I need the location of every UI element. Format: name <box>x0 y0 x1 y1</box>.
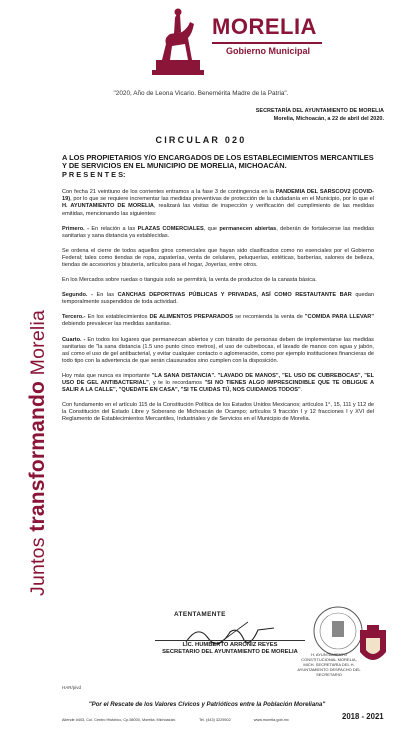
issuer-block <box>256 108 384 123</box>
addressee-text: A LOS PROPIETARIOS Y/O ENCARGADOS DE LOS ESTABLECIMIENTOS MERCANTILES Y DE SERVICIOS EN EL MUNICIPIO DE MORELIA, MICHOACÁN. <box>62 153 374 171</box>
signatory-block <box>150 640 310 657</box>
document-body <box>62 154 374 431</box>
text-run: En las <box>96 292 118 299</box>
footer-website: www.morelia.gob.mx <box>253 718 289 722</box>
text-run: En todos los lugares que permanezcan abiertos y con tránsito de personas deben de implementarse las medidas sanitarias de "la sana distancia (1.5 uno punto cinco metros), el uso de cubrebocas, el lavado de manos con agua y jabón, así como el uso de gel antibacterial, y evitar cualquier contacto o aglomeración, como por ejemplo instituciones financieras de todo tipo con la advertencia de que serán clausurados sino cumplen con la disposición. <box>62 336 374 364</box>
footer-address: Allende #403, Col. Centro Histórico, Cp.58000, Morelia, Michoacán. <box>62 718 176 722</box>
text-run-bold: "COMIDA PARA LLEVAR" <box>304 314 374 321</box>
text-run: . <box>300 387 303 394</box>
document-title: CIRCULAR 020 <box>155 135 247 145</box>
brand-name: MORELIA <box>212 14 317 39</box>
footer-phone: Tel. (443) 3229502 <box>199 718 231 722</box>
paragraph-second <box>62 292 374 306</box>
paragraph-intro <box>62 189 374 217</box>
text-run: , y te lo recordamos <box>148 380 205 386</box>
paragraph-fourth <box>62 337 374 365</box>
signatory-role: SECRETARIO DEL AYUNTAMIENTO DE MORELIA <box>162 649 298 656</box>
slogan-part: Juntos <box>27 531 49 596</box>
municipal-seal <box>358 624 388 668</box>
footer-quote: "Por el Rescate de los Valores Cívicos y Patrióticos entre la Población Moreliana" <box>88 701 326 708</box>
equestrian-statue-logo <box>148 4 208 76</box>
text-run-bold: CANCHAS DEPORTIVAS PÚBLICAS Y PRIVADAS, ASÍ COMO RESTAUTANTE BAR <box>117 292 352 299</box>
text-run-bold: PLAZAS COMERCIALES <box>137 225 204 232</box>
brand-block <box>212 14 322 56</box>
addressee-greeting: P R E S E N T E S: <box>62 169 126 179</box>
text-run-bold: DE ALIMENTOS PREPARADOS <box>149 314 234 321</box>
signatory-name: LIC. HUMBERTO ARRONIZ REYES <box>182 642 278 648</box>
sidebar-slogan <box>0 0 52 730</box>
text-run-bold: Tercero.- <box>62 314 88 321</box>
closing-attentive: ATENTAMENTE <box>174 611 226 618</box>
paragraph-closures: Se ordena el cierre de todos aquellos giros comerciales que hayan sido clasificados como no esenciales por el Gobierno Federal; tales como tiendas de ropa, zapaterías, venta de celulares, peluquerías, estéticas, barberías, salones de belleza, tiendas de accesorios y bisutería, artículos para el hogar, Joyerías, entre otros. <box>62 247 374 268</box>
text-run: , que <box>203 225 220 232</box>
text-run-bold: "LA SANA DISTANCIA". "LAVADO DE MANOS", "EL USO DE CUBREBOCAS", "EL USO DE GEL ANTIBACTERIAL" <box>62 372 374 386</box>
text-run-bold: Segundo. - <box>62 292 97 299</box>
text-run: se recomienda la venta de <box>233 314 305 321</box>
brand-subtitle: Gobierno Municipal <box>226 46 311 56</box>
text-run-bold: permanecen abiertas <box>219 225 277 232</box>
text-run: , por lo que se requiere incrementar las medidas preventivas de protección de la ciudadanía en el Municipio, por lo que el <box>70 196 374 203</box>
text-run-bold: PANDEMIA DEL SARSCOV2 (COVID-19) <box>62 189 374 203</box>
signature-line <box>155 640 305 641</box>
text-run: , realizará las visitas de inspección y verificación del cumplimiento de las medidas emitidas, mencionando las siguientes: <box>62 203 374 217</box>
paragraph-third <box>62 314 374 328</box>
text-run: En relación a las <box>91 225 138 232</box>
text-run-bold: Cuarto. - <box>62 336 88 343</box>
text-run-bold: Primero. - <box>62 225 92 232</box>
author-initials: HAR/pivd <box>62 685 82 690</box>
slogan-text <box>26 310 50 596</box>
brand-divider <box>212 42 322 44</box>
footer-contact <box>62 718 289 722</box>
stamp-caption: H. AYUNTAMIENTO CONSTITUCIONAL MORELIA, MICH. SECRETARÍA DEL H. AYUNTAMIENTO DESPACHO DEL SECRETARIO <box>297 652 361 677</box>
text-run-bold: "SI NO TIENES ALGO IMPRESCINDIBLE QUE TE OBLIGUE A SALIR A LA CALLE", "QUEDATE EN CASA", "SI TE CUIDAS TÚ, NOS CUIDAMOS TODOS" <box>62 380 374 394</box>
official-stamp <box>312 605 364 657</box>
paragraph-legal-basis: Con fundamento en el artículo 115 de la Constitución Política de los Estados Unidos Mexicanos; artículos 1°, 15, 111 y 112 de la Constitución del Estado Libre y Soberano de Michoacán de Ocampo; artículos 9 fracción I y 12 fracciones I y XVI del Reglamento de Establecimientos Mercantiles, Industriales y de Servicios en el Municipio de Morelia. <box>62 402 374 423</box>
issuer-name: SECRETARÍA DEL AYUNTAMIENTO DE MORELIA <box>255 108 384 114</box>
year-motto: "2020, Año de Leona Vicario. Benemérita Madre de la Patria". <box>113 90 289 97</box>
slogan-part: Morelia <box>27 309 49 381</box>
text-run: Con fecha 21 veintiuno de los corrientes entramos a la fase 3 de contingencia en la <box>62 189 276 196</box>
issuer-date: Morelia, Michoacán, a 22 de abril del 2020. <box>273 115 384 122</box>
paragraph-reminder <box>62 373 374 394</box>
text-run: Hoy más que nunca es importante <box>62 372 152 379</box>
administration-years: 2018 - 2021 <box>342 712 384 721</box>
text-run-bold: H. AYUNTAMIENTO DE MORELIA <box>62 203 154 210</box>
paragraph-first <box>62 226 374 240</box>
text-run: quedan temporalmente suspendidos de toda actividad. <box>62 292 374 306</box>
paragraph-markets: En los Mercados sobre ruedas o tianguis solo se permitirá, la venta de productos de la canasta básica. <box>62 277 317 284</box>
text-run: En los establecimientos <box>87 314 150 321</box>
slogan-strong: transformando <box>26 380 49 532</box>
addressee <box>62 154 374 179</box>
text-run: , deberán de fortalecerse las medidas sanitarias y sana distancia ya establecidas. <box>62 225 374 239</box>
text-run: debiendo prevalecer las medidas sanitarias. <box>62 321 172 328</box>
